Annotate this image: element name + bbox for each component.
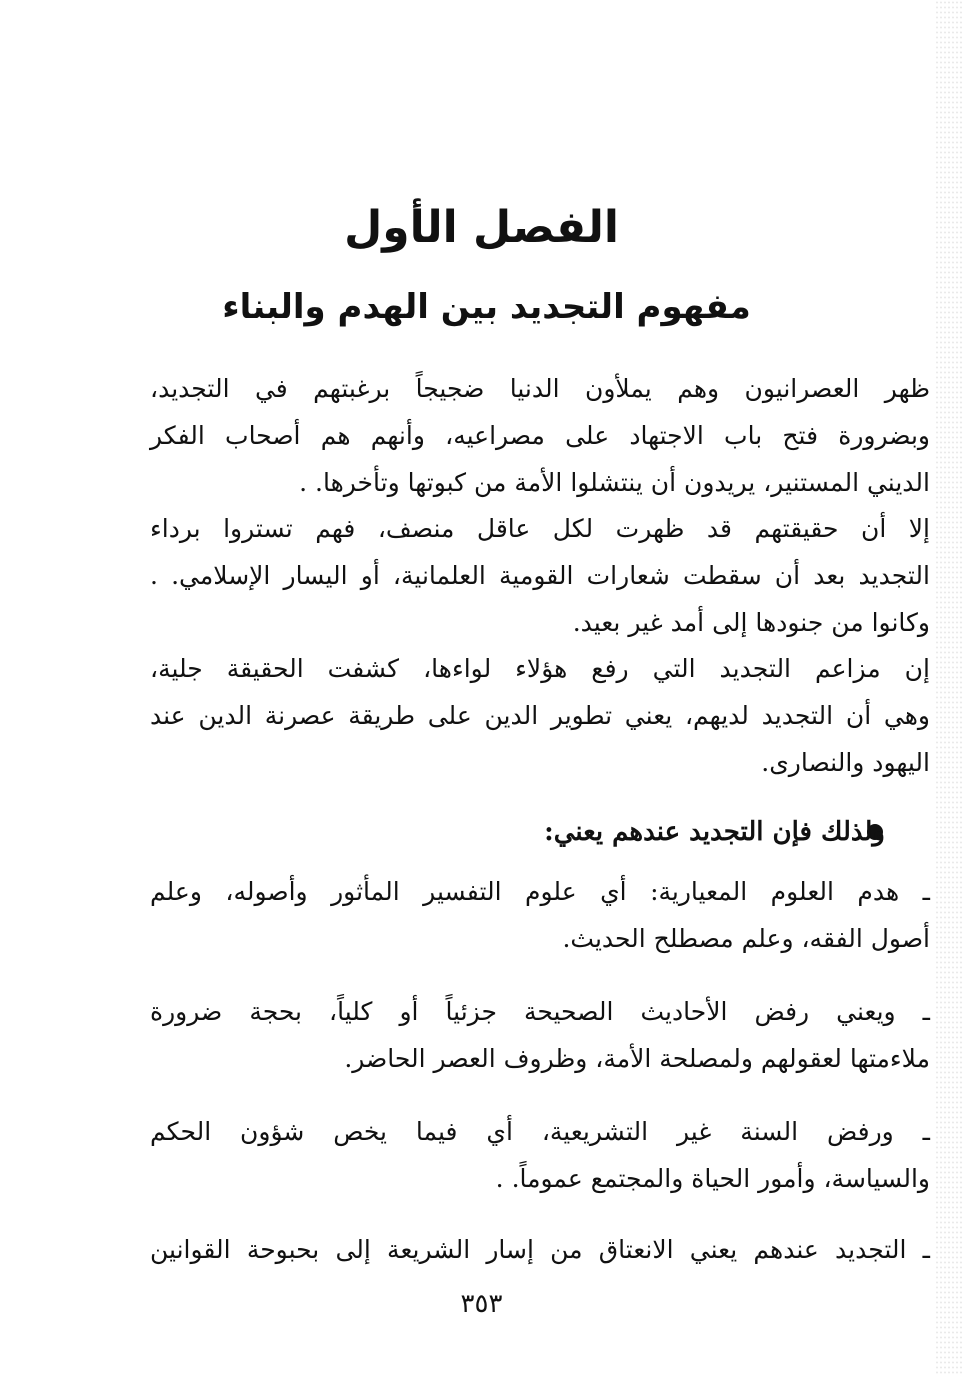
- page-number: ٣٥٣: [460, 1289, 503, 1319]
- text-line: ـ التجديد عندهم يعني الانعتاق من إسار الشريعة إلى بحبوحة القوانين: [150, 1235, 930, 1264]
- text-line: إن مزاعم التجديد التي رفع هؤلاء لواءها، كشفت الحقيقة جلية،: [150, 654, 930, 683]
- paragraph: [150, 505, 930, 646]
- list-item: [150, 988, 930, 1082]
- bullet-heading: ولذلك فإن التجديد عندهم يعني:: [544, 817, 885, 847]
- paragraph: [150, 365, 930, 506]
- list-item: [150, 868, 930, 962]
- list-item: [150, 1108, 930, 1202]
- chapter-title: الفصل الأول: [344, 202, 619, 253]
- text-line: ملاءمتها لعقولهم ولمصلحة الأمة، وظروف العصر الحاضر.: [344, 1044, 930, 1073]
- paragraph: [150, 645, 930, 786]
- chapter-subtitle: مفهوم التجديد بين الهدم والبناء: [222, 287, 751, 327]
- text-line: الديني المستنير، يريدون أن ينتشلوا الأمة من كبوتها وتأخرها. .: [299, 468, 930, 497]
- text-line: وكانوا من جنودها إلى أمد غير بعيد.: [572, 608, 930, 637]
- text-line: أصول الفقه، وعلم مصطلح الحديث.: [562, 924, 930, 953]
- text-line: اليهود والنصارى.: [761, 748, 930, 777]
- text-line: ـ ويعني رفض الأحاديث الصحيحة جزئياً أو كلياً، بحجة ضرورة: [150, 997, 930, 1026]
- text-line: وبضرورة فتح باب الاجتهاد على مصراعيه، وأنهم هم أصحاب الفكر: [150, 421, 930, 450]
- text-line: وهي أن التجديد لديهم، يعني تطوير الدين على طريقة عصرنة الدين عند: [150, 701, 930, 730]
- text-line: إلا أن حقيقتهم قد ظهرت لكل عاقل منصف، فهم تستروا برداء: [150, 514, 930, 543]
- text-line: التجديد بعد أن سقطت شعارات القومية العلمانية، أو اليسار الإسلامي. .: [150, 561, 930, 590]
- list-item: [150, 1226, 930, 1273]
- text-line: والسياسة، وأمور الحياة والمجتمع عموماً. .: [495, 1164, 930, 1193]
- text-line: ظهر العصرانيون وهم يملأون الدنيا ضجيجاً برغبتهم في التجديد،: [150, 374, 930, 403]
- text-line: ـ ورفض السنة غير التشريعية، أي فيما يخص شؤون الحكم: [150, 1117, 930, 1146]
- text-line: ـ هدم العلوم المعيارية: أي علوم التفسير المأثور وأصوله، وعلم: [150, 877, 930, 906]
